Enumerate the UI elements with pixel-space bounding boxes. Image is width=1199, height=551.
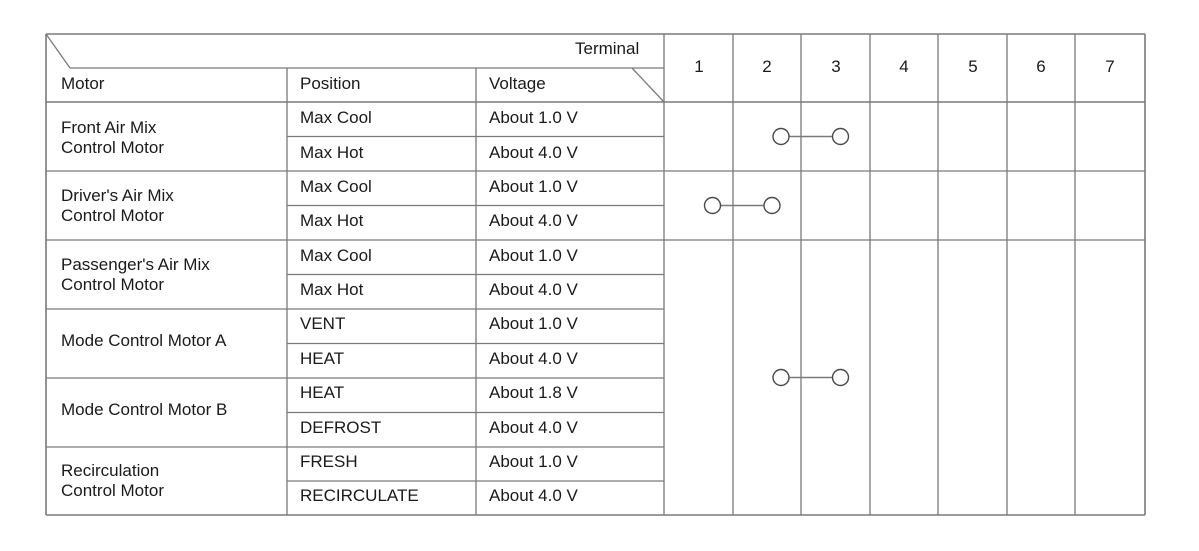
- voltage-cell: About 1.8 V: [489, 383, 578, 402]
- motor-name-mode-a: Mode Control Motor A: [61, 331, 227, 350]
- drivers-air-mix-connection-terminal-1: [705, 198, 721, 214]
- position-cell: Max Hot: [300, 143, 364, 162]
- voltage-cell: About 4.0 V: [489, 280, 578, 299]
- position-cell: FRESH: [300, 452, 358, 471]
- voltage-header: Voltage: [489, 74, 546, 93]
- voltage-cell: About 1.0 V: [489, 246, 578, 265]
- motor-name-passengers-air-mix: Passenger's Air Mix Control Motor: [61, 255, 210, 294]
- terminal-number-4: 4: [899, 57, 909, 76]
- voltage-cell: About 4.0 V: [489, 418, 578, 437]
- header-diagonal-right: [632, 68, 664, 102]
- position-cell: RECIRCULATE: [300, 486, 419, 505]
- position-header: Position: [300, 74, 361, 93]
- motor-header: Motor: [61, 74, 105, 93]
- voltage-cell: About 1.0 V: [489, 314, 578, 333]
- shared-connection-terminal-3: [833, 370, 849, 386]
- front-air-mix-connection-terminal-3: [833, 129, 849, 145]
- motor-name-recirculation: Recirculation Control Motor: [61, 461, 164, 500]
- shared-connection-terminal-2: [773, 370, 789, 386]
- position-cell: Max Hot: [300, 280, 364, 299]
- terminal-number-1: 1: [694, 57, 704, 76]
- terminal-header: Terminal: [575, 39, 640, 58]
- header-diagonal-left: [46, 34, 70, 68]
- voltage-cell: About 1.0 V: [489, 108, 578, 127]
- position-cell: Max Cool: [300, 246, 372, 265]
- voltage-cell: About 1.0 V: [489, 452, 578, 471]
- voltage-cell: About 4.0 V: [489, 211, 578, 230]
- voltage-cell: About 4.0 V: [489, 143, 578, 162]
- motor-name-drivers-air-mix: Driver's Air Mix Control Motor: [61, 186, 174, 225]
- position-cell: Max Cool: [300, 177, 372, 196]
- motor-name-mode-b: Mode Control Motor B: [61, 400, 228, 419]
- position-cell: HEAT: [300, 349, 345, 368]
- voltage-cell: About 4.0 V: [489, 486, 578, 505]
- terminal-number-2: 2: [762, 57, 772, 76]
- terminal-number-6: 6: [1036, 57, 1046, 76]
- position-cell: HEAT: [300, 383, 345, 402]
- terminal-number-3: 3: [831, 57, 841, 76]
- position-cell: DEFROST: [300, 418, 382, 437]
- voltage-cell: About 1.0 V: [489, 177, 578, 196]
- position-cell: Max Cool: [300, 108, 372, 127]
- position-cell: VENT: [300, 314, 346, 333]
- drivers-air-mix-connection-terminal-2: [764, 198, 780, 214]
- voltage-cell: About 4.0 V: [489, 349, 578, 368]
- front-air-mix-connection-terminal-2: [773, 129, 789, 145]
- position-cell: Max Hot: [300, 211, 364, 230]
- motor-name-front-air-mix: Front Air Mix Control Motor: [61, 118, 164, 157]
- terminal-number-5: 5: [968, 57, 978, 76]
- terminal-number-7: 7: [1105, 57, 1115, 76]
